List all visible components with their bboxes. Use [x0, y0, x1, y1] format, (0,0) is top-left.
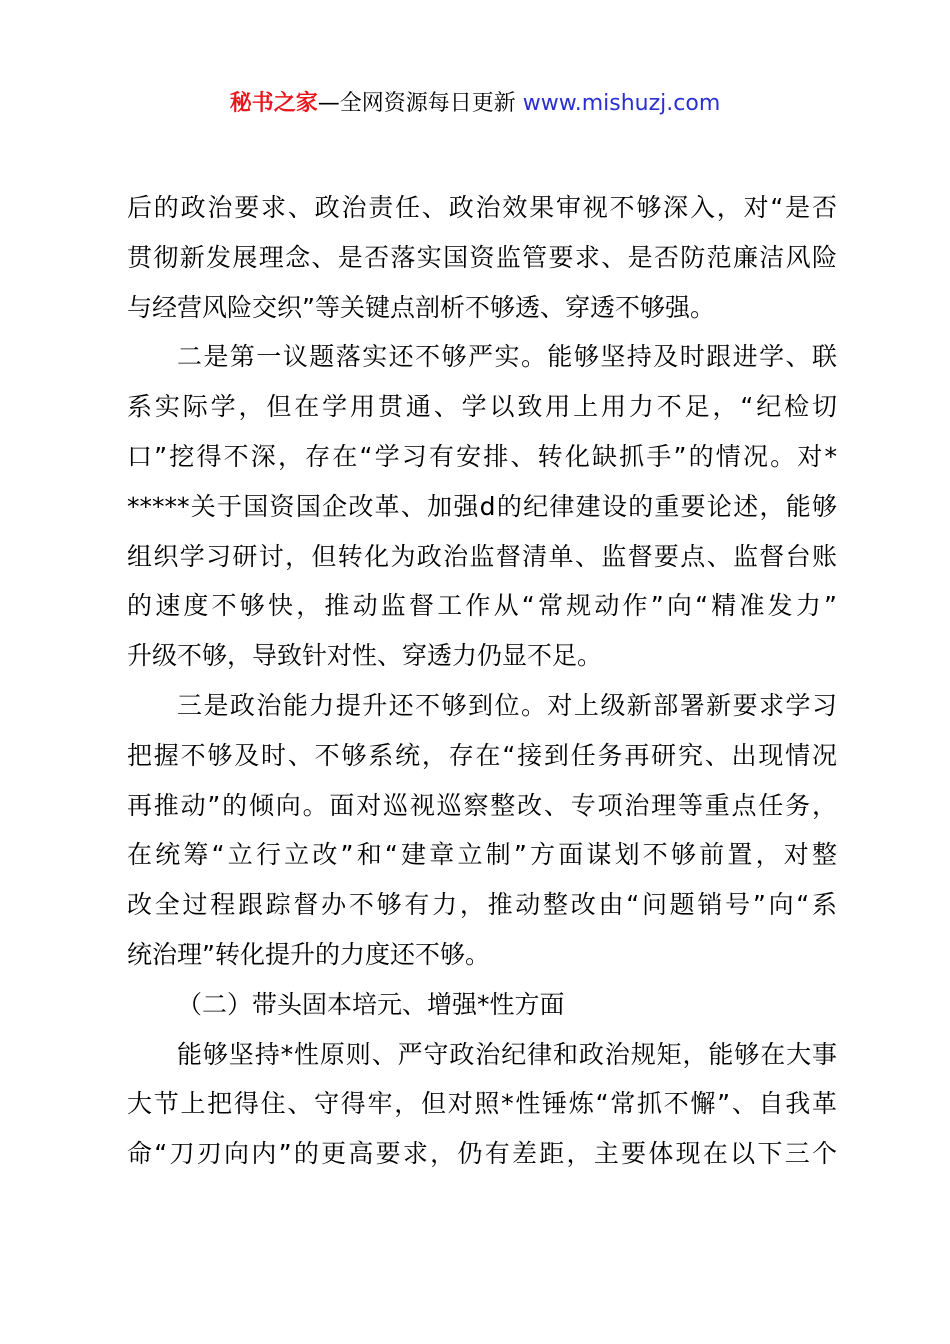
text-line: 在统筹“立行立改”和“建章立制”方面谋划不够前置，对整	[127, 840, 837, 870]
text-line: 升级不够，导致针对性、穿透力仍显不足。	[127, 641, 603, 671]
header-url[interactable]: www.mishuzj.com	[522, 91, 721, 116]
document-body	[127, 183, 837, 1179]
text-line: 口”挖得不深，存在“学习有安排、转化缺抓手”的情况。对*	[127, 441, 837, 471]
page-header	[0, 88, 950, 120]
text-line: 与经营风险交织”等关键点剖析不够透、穿透不够强。	[127, 292, 715, 322]
header-brand: 秘书之家	[229, 91, 318, 116]
text-line: 后的政治要求、政治责任、政治效果审视不够深入，对“是否	[127, 193, 837, 222]
text-line: 改全过程跟踪督办不够有力，推动整改由“问题销号”向“系	[127, 890, 837, 920]
text-line: 把握不够及时、不够系统，存在“接到任务再研究、出现情况	[127, 740, 837, 770]
text-line: 贯彻新发展理念、是否落实国资监管要求、是否防范廉洁风险	[127, 242, 837, 272]
text-line: 系实际学，但在学用贯通、学以致用上用力不足，“纪检切	[127, 392, 837, 422]
text-line: 命“刀刃向内”的更高要求，仍有差距，主要体现在以下三个	[127, 1139, 837, 1169]
header-tagline: —全网资源每日更新	[317, 91, 516, 116]
text-line: 组织学习研讨，但转化为政治监督清单、监督要点、监督台账	[127, 541, 837, 571]
paragraph-start-line: 三是政治能力提升还不够到位。对上级新部署新要求学习	[177, 690, 837, 720]
text-line: 的速度不够快，推动监督工作从“常规动作”向“精准发力”	[127, 591, 837, 621]
section-heading: （二）带头固本培元、增强*性方面	[177, 989, 565, 1019]
paragraph-start-line: 能够坚持*性原则、严守政治纪律和政治规矩，能够在大事	[177, 1039, 837, 1069]
text-line: 再推动”的倾向。面对巡视巡察整改、专项治理等重点任务，	[127, 790, 837, 820]
text-line: 大节上把得住、守得牢，但对照*性锤炼“常抓不懈”、自我革	[127, 1089, 837, 1119]
text-line: 统治理”转化提升的力度还不够。	[127, 939, 490, 969]
paragraph-start-line: 二是第一议题落实还不够严实。能够坚持及时跟进学、联	[177, 342, 837, 372]
text-line: *****关于国资国企改革、加强d的纪律建设的重要论述，能够	[127, 491, 837, 521]
